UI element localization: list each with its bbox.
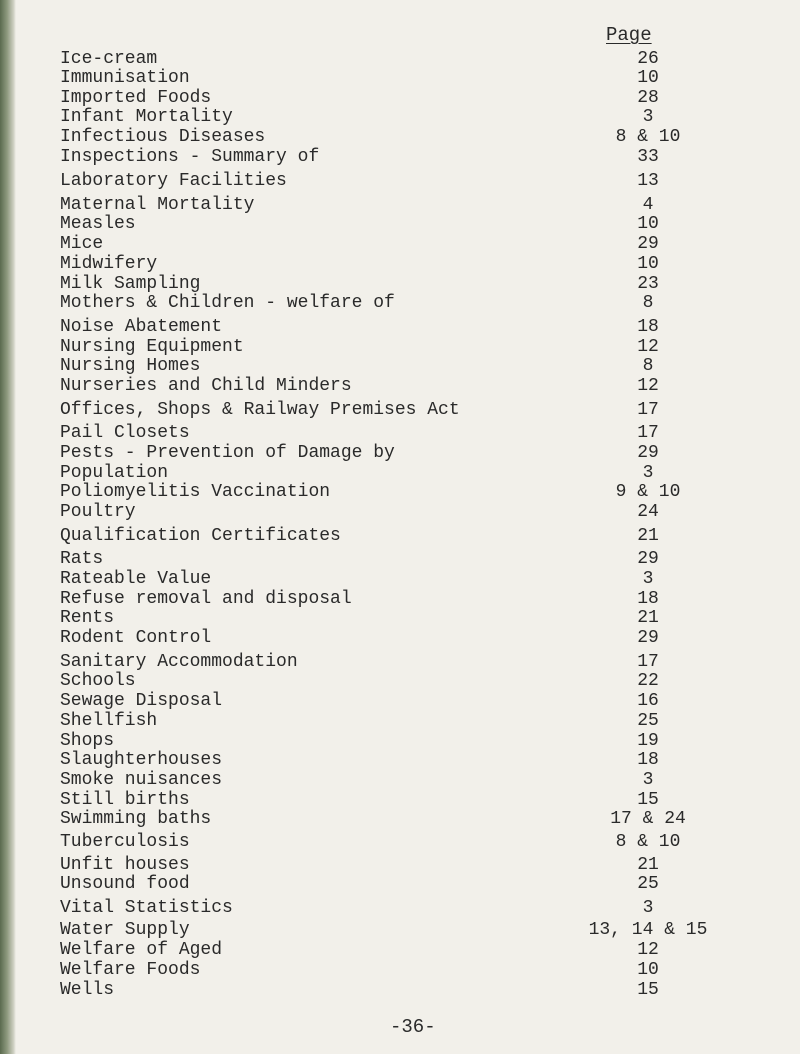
index-entry <box>60 399 800 421</box>
index-entry <box>60 292 800 314</box>
index-term: Refuse removal and disposal <box>60 589 352 609</box>
index-term: Rats <box>60 549 104 569</box>
index-term: Infectious Diseases <box>60 127 266 147</box>
index-term: Poliomyelitis Vaccination <box>60 482 331 502</box>
index-term: Wells <box>60 980 115 1000</box>
index-page-ref: 12 <box>637 337 659 357</box>
index-term: Nursing Equipment <box>60 337 244 357</box>
index-term: Offices, Shops & Railway Premises Act <box>60 400 460 420</box>
index-entry <box>60 568 800 590</box>
index-page-ref: 13 <box>637 171 659 191</box>
index-entry <box>60 233 800 255</box>
index-term: Swimming baths <box>60 809 212 829</box>
index-term: Infant Mortality <box>60 107 233 127</box>
index-entry <box>60 710 800 732</box>
index-term: Imported Foods <box>60 88 212 108</box>
index-entry <box>60 919 800 941</box>
index-page-ref: 25 <box>637 711 659 731</box>
index-term: Noise Abatement <box>60 317 223 337</box>
index-page-ref: 9 & 10 <box>615 482 681 502</box>
index-term: Vital Statistics <box>60 898 233 918</box>
index-page-ref: 8 <box>642 356 654 376</box>
index-term: Maternal Mortality <box>60 195 255 215</box>
index-page-ref: 8 <box>642 293 654 313</box>
index-page-ref: 23 <box>637 274 659 294</box>
index-term: Sanitary Accommodation <box>60 652 298 672</box>
index-entry <box>60 316 800 338</box>
index-entry <box>60 808 800 830</box>
index-page-ref: 3 <box>642 463 654 483</box>
binding-edge <box>0 0 16 1054</box>
index-page-ref: 13, 14 & 15 <box>588 920 708 940</box>
index-page-ref: 15 <box>637 980 659 1000</box>
index-entry <box>60 355 800 377</box>
index-page-ref: 15 <box>637 790 659 810</box>
index-term: Population <box>60 463 169 483</box>
index-page-ref: 29 <box>637 443 659 463</box>
index-page-ref: 10 <box>637 68 659 88</box>
index-page-ref: 22 <box>637 671 659 691</box>
index-entry <box>60 481 800 503</box>
index-term: Laboratory Facilities <box>60 171 287 191</box>
index-entry <box>60 525 800 547</box>
index-page-ref: 4 <box>642 195 654 215</box>
index-page-ref: 3 <box>642 569 654 589</box>
index-entry <box>60 831 800 853</box>
index-page-ref: 16 <box>637 691 659 711</box>
index-entry <box>60 607 800 629</box>
index-entry <box>60 213 800 235</box>
page-number: -36- <box>390 1016 436 1038</box>
index-entry <box>60 939 800 961</box>
index-page-ref: 10 <box>637 214 659 234</box>
index-entry <box>60 627 800 649</box>
index-page-ref: 3 <box>642 107 654 127</box>
index-term: Measles <box>60 214 136 234</box>
index-page-ref: 17 <box>637 400 659 420</box>
index-entry <box>60 897 800 919</box>
index-page-ref: 21 <box>637 608 659 628</box>
index-page-ref: 3 <box>642 898 654 918</box>
index-term: Slaughterhouses <box>60 750 223 770</box>
index-entry <box>60 873 800 895</box>
index-page-ref: 18 <box>637 317 659 337</box>
index-term: Poultry <box>60 502 136 522</box>
index-term: Pests - Prevention of Damage by <box>60 443 395 463</box>
index-page-ref: 3 <box>642 770 654 790</box>
index-term: Still births <box>60 790 190 810</box>
index-term: Rodent Control <box>60 628 212 648</box>
index-page-ref: 19 <box>637 731 659 751</box>
index-page-ref: 28 <box>637 88 659 108</box>
index-page-ref: 12 <box>637 940 659 960</box>
index-term: Schools <box>60 671 136 691</box>
index-page-ref: 17 <box>637 423 659 443</box>
index-page-ref: 21 <box>637 855 659 875</box>
index-term: Tuberculosis <box>60 832 190 852</box>
index-entry <box>60 375 800 397</box>
index-entry <box>60 548 800 570</box>
index-entry <box>60 106 800 128</box>
index-entry <box>60 170 800 192</box>
index-entry <box>60 749 800 771</box>
index-entry <box>60 979 800 1001</box>
index-entry <box>60 146 800 168</box>
index-term: Rents <box>60 608 115 628</box>
index-page-ref: 10 <box>637 960 659 980</box>
index-term: Inspections - Summary of <box>60 147 320 167</box>
index-entry <box>60 690 800 712</box>
index-page-ref: 33 <box>637 147 659 167</box>
index-page-ref: 10 <box>637 254 659 274</box>
index-page-ref: 8 & 10 <box>615 832 681 852</box>
index-page-ref: 29 <box>637 628 659 648</box>
index-term: Smoke nuisances <box>60 770 223 790</box>
index-page-ref: 24 <box>637 502 659 522</box>
index-term: Sewage Disposal <box>60 691 223 711</box>
index-page-ref: 29 <box>637 234 659 254</box>
index-term: Unfit houses <box>60 855 190 875</box>
index-entry <box>60 769 800 791</box>
index-entry <box>60 253 800 275</box>
index-page-ref: 18 <box>637 589 659 609</box>
index-term: Nurseries and Child Minders <box>60 376 352 396</box>
index-entry <box>60 126 800 148</box>
index-term: Immunisation <box>60 68 190 88</box>
index-entry <box>60 501 800 523</box>
index-page-ref: 17 <box>637 652 659 672</box>
index-term: Midwifery <box>60 254 158 274</box>
index-page-ref: 17 & 24 <box>610 809 686 829</box>
index-page-ref: 8 & 10 <box>615 127 681 147</box>
index-term: Ice-cream <box>60 49 158 69</box>
index-term: Shops <box>60 731 115 751</box>
index-page-ref: 29 <box>637 549 659 569</box>
index-term: Unsound food <box>60 874 190 894</box>
index-page-ref: 21 <box>637 526 659 546</box>
page-column-heading: Page <box>606 24 652 46</box>
index-term: Welfare of Aged <box>60 940 223 960</box>
index-term: Nursing Homes <box>60 356 201 376</box>
index-entry <box>60 67 800 89</box>
index-entry <box>60 442 800 464</box>
index-page-ref: 12 <box>637 376 659 396</box>
index-term: Pail Closets <box>60 423 190 443</box>
index-page-ref: 18 <box>637 750 659 770</box>
index-page-ref: 25 <box>637 874 659 894</box>
index-page-ref: 26 <box>637 49 659 69</box>
index-term: Qualification Certificates <box>60 526 341 546</box>
index-term: Rateable Value <box>60 569 212 589</box>
index-term: Mice <box>60 234 104 254</box>
index-term: Water Supply <box>60 920 190 940</box>
index-entry <box>60 422 800 444</box>
index-term: Shellfish <box>60 711 158 731</box>
index-entry <box>60 959 800 981</box>
index-term: Mothers & Children - welfare of <box>60 293 395 313</box>
index-entry <box>60 670 800 692</box>
index-term: Milk Sampling <box>60 274 201 294</box>
index-term: Welfare Foods <box>60 960 201 980</box>
